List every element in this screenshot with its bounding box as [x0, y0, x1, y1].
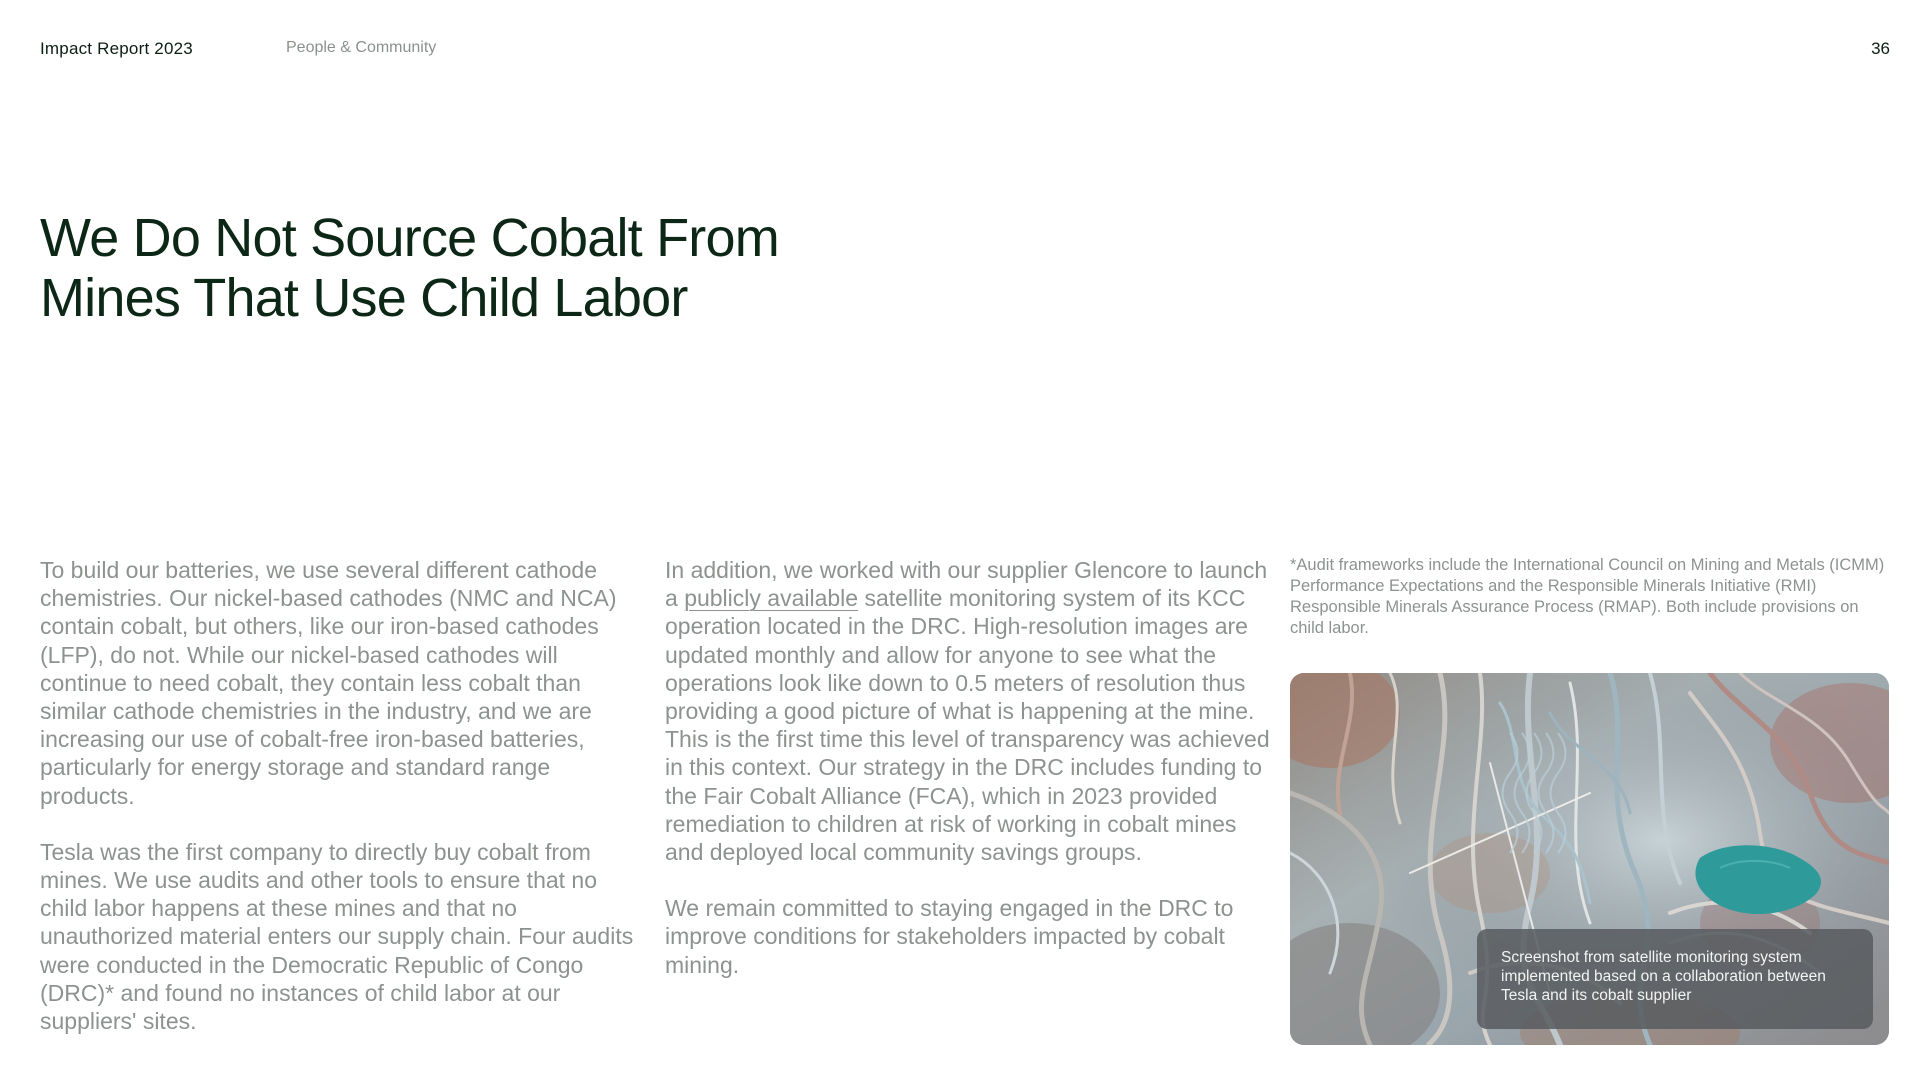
image-caption-box — [1477, 929, 1873, 1029]
body-column-2 — [665, 556, 1280, 1007]
paragraph-text: satellite monitoring system of its KCC operation located in the DRC. High-resolution images are updated monthly and allow for anyone to see what the operations look like down to 0.5 meters of resolution thus providing a good picture of what is happening at the mine. This is the first time this level of transparency was achieved in this context. Our strategy in the DRC includes funding to the Fair Cobalt Alliance (FCA), which in 2023 provided remediation to children at risk of working in cobalt mines and deployed local community savings groups. — [665, 585, 1270, 866]
publicly-available-link[interactable]: publicly available — [684, 585, 859, 612]
body-column-1 — [40, 556, 640, 1063]
body-paragraph — [665, 556, 1280, 866]
page-number: 36 — [1871, 39, 1890, 58]
body-paragraph: We remain committed to staying engaged in the DRC to improve conditions for stakeholders impacted by cobalt mining. — [665, 895, 1234, 978]
section-label: People & Community — [286, 39, 437, 56]
body-paragraph: To build our batteries, we use several different cathode chemistries. Our nickel-based cathodes (NMC and NCA) contain cobalt, but others, like our iron-based cathodes (LFP), do not. While our nickel-based cathodes will continue to need cobalt, they contain less cobalt than similar cathode chemistries in the industry, and we are increasing our use of cobalt-free iron-based batteries, particularly for energy storage and standard range products. — [40, 557, 617, 809]
satellite-mine-image — [1290, 673, 1889, 1045]
body-paragraph: Tesla was the first company to directly buy cobalt from mines. We use audits and other tools to ensure that no child labor happens at these mines and that no unauthorized material enters our supply chain. Four audits were conducted in the Democratic Republic of Congo (DRC)* and found no instances of child labor at our suppliers' sites. — [40, 838, 634, 1035]
image-caption: Screenshot from satellite monitoring system implemented based on a collaboration between Tesla and its cobalt supplier — [1501, 949, 1826, 1004]
headline-line-2: Mines That Use Child Labor — [40, 268, 688, 328]
audit-footnote: *Audit frameworks include the International Council on Mining and Metals (ICMM) Performance Expectations and the Responsible Minerals Initiative (RMI) Responsible Minerals Assurance Process (RMAP). Both include provisions on child labor. — [1290, 556, 1885, 637]
paragraph-text: In addition, we worked with our supplier Glencore to launch a — [665, 557, 1268, 612]
headline-line-1: We Do Not Source Cobalt From — [40, 208, 779, 268]
page-headline — [40, 208, 860, 328]
report-title: Impact Report 2023 — [40, 39, 193, 58]
